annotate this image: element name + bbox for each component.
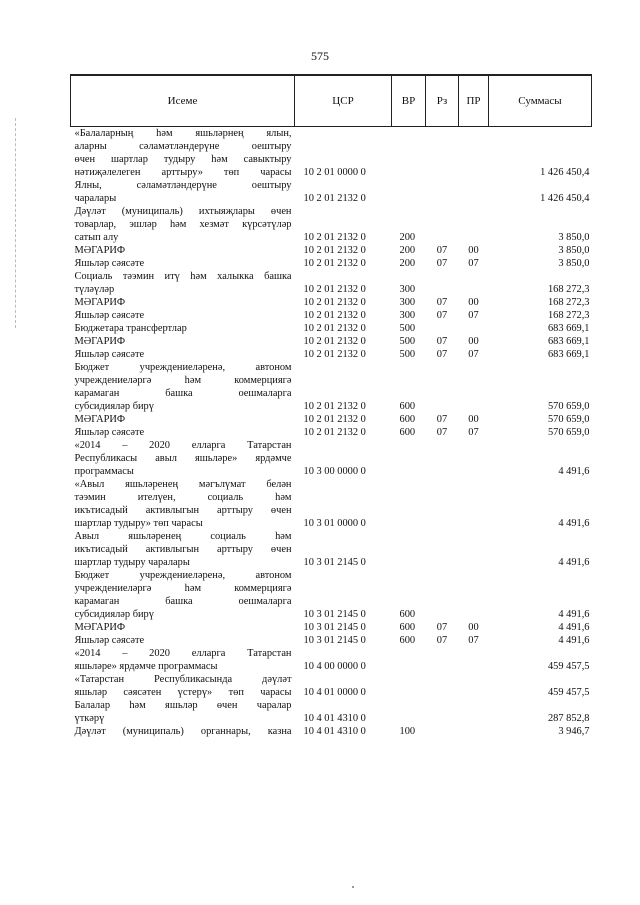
row-csr: 10 2 01 2132 0 xyxy=(303,284,366,295)
row-pr xyxy=(459,530,489,569)
row-name-line: МӘГАРИФ xyxy=(74,297,126,308)
row-rz: 07 xyxy=(436,258,448,269)
row-rz xyxy=(426,673,459,699)
row-vr: 500 xyxy=(399,323,416,334)
row-pr xyxy=(459,205,489,244)
row-name-line: товарлар, эшләр һәм хезмәт күрсәтүләр xyxy=(74,219,292,230)
row-pr: 00 xyxy=(468,336,479,347)
row-name-cell xyxy=(71,179,295,205)
row-rz xyxy=(426,725,459,738)
row-name-line: Бюджетара трансфертлар xyxy=(74,323,187,334)
row-name-cell xyxy=(71,244,295,257)
row-pr: 07 xyxy=(468,635,479,646)
table-row xyxy=(71,296,592,309)
row-name-line: икътисадый активлыгын арттыру өчен xyxy=(74,505,292,516)
row-rz: 07 xyxy=(436,336,448,347)
table-row xyxy=(71,348,592,361)
row-name-line: тәэмин ителүен, социаль һәм xyxy=(74,492,292,503)
row-rz xyxy=(426,647,459,673)
row-pr xyxy=(459,179,489,205)
row-sum: 4 491,6 xyxy=(558,466,590,477)
row-name-line: Яшьләр сәясәте xyxy=(74,635,145,646)
row-name-line: шартлар тудыру чаралары xyxy=(74,557,190,568)
row-rz xyxy=(426,127,459,180)
row-pr: 00 xyxy=(468,622,479,633)
row-vr: 300 xyxy=(399,310,416,321)
row-name-cell xyxy=(71,335,295,348)
row-name-cell xyxy=(71,413,295,426)
row-pr xyxy=(459,699,489,725)
row-rz xyxy=(426,205,459,244)
row-sum: 287 852,8 xyxy=(547,713,590,724)
row-csr: 10 4 01 4310 0 xyxy=(303,713,366,724)
row-sum: 3 850,0 xyxy=(558,232,590,243)
row-pr xyxy=(459,725,489,738)
row-sum: 683 669,1 xyxy=(547,323,590,334)
row-name-line: нәтиҗәлелеген арттыру» төп чарасы xyxy=(74,167,292,178)
row-rz: 07 xyxy=(436,297,448,308)
table-row xyxy=(71,127,592,180)
row-csr: 10 2 01 2132 0 xyxy=(303,401,366,412)
row-name-line: субсидияләр бирү xyxy=(74,401,154,412)
row-name-line: учреждениеләргә һәм коммерциягә xyxy=(74,375,292,386)
row-sum: 168 272,3 xyxy=(547,297,590,308)
row-rz xyxy=(426,569,459,621)
row-sum: 4 491,6 xyxy=(558,557,590,568)
header-rz: Рз xyxy=(426,75,459,127)
row-vr: 200 xyxy=(399,258,416,269)
row-rz xyxy=(426,270,459,296)
row-pr: 07 xyxy=(468,349,479,360)
table-body xyxy=(71,127,592,739)
row-name-line: МӘГАРИФ xyxy=(74,245,126,256)
row-vr: 200 xyxy=(399,245,416,256)
row-name-cell xyxy=(71,569,295,621)
row-name-cell xyxy=(71,426,295,439)
row-rz xyxy=(426,439,459,478)
row-vr: 500 xyxy=(399,349,416,360)
row-rz xyxy=(426,478,459,530)
row-pr: 07 xyxy=(468,427,479,438)
table-row xyxy=(71,569,592,621)
row-pr xyxy=(459,270,489,296)
table-row xyxy=(71,647,592,673)
row-name-line: МӘГАРИФ xyxy=(74,414,126,425)
row-csr: 10 2 01 2132 0 xyxy=(303,336,366,347)
row-vr xyxy=(392,127,426,180)
row-name-line: карамаган башка оешмаларга xyxy=(74,596,292,607)
table-row xyxy=(71,673,592,699)
row-sum: 459 457,5 xyxy=(547,661,590,672)
row-pr xyxy=(459,127,489,180)
row-name-line: «Балаларның һәм яшьләрнең ялын, xyxy=(74,128,292,139)
row-vr: 600 xyxy=(399,622,416,633)
row-name-line: Яшьләр сәясәте xyxy=(74,310,145,321)
row-name-line: «Татарстан Республикасында дәүләт xyxy=(74,674,292,685)
table-row xyxy=(71,270,592,296)
row-name-line: сатып алу xyxy=(74,232,119,243)
row-csr: 10 3 01 2145 0 xyxy=(303,635,366,646)
row-name-line: Яшьләр сәясәте xyxy=(74,258,145,269)
row-name-line: икътисадый активлыгын арттыру өчен xyxy=(74,544,292,555)
table-row xyxy=(71,244,592,257)
row-name-line: Дәүләт (муниципаль) ихтыяҗлары өчен xyxy=(74,206,292,217)
row-vr: 600 xyxy=(399,609,416,620)
row-name-line: учреждениеләргә һәм коммерциягә xyxy=(74,583,292,594)
row-pr: 00 xyxy=(468,414,479,425)
row-csr: 10 3 00 0000 0 xyxy=(303,466,366,477)
row-csr: 10 2 01 2132 0 xyxy=(303,414,366,425)
row-pr xyxy=(459,439,489,478)
row-name-cell xyxy=(71,478,295,530)
row-pr xyxy=(459,647,489,673)
row-name-line: «2014 – 2020 елларга Татарстан xyxy=(74,648,292,659)
row-name-line: карамаган башка оешмаларга xyxy=(74,388,292,399)
row-name-line: «Авыл яшьләренең мәгълүмат белән xyxy=(74,479,292,490)
row-name-cell xyxy=(71,725,295,738)
header-vr: ВР xyxy=(392,75,426,127)
header-name: Исеме xyxy=(71,75,295,127)
table-row xyxy=(71,179,592,205)
row-name-cell xyxy=(71,322,295,335)
row-vr xyxy=(392,699,426,725)
row-pr xyxy=(459,322,489,335)
row-sum: 570 659,0 xyxy=(547,427,590,438)
row-name-line: МӘГАРИФ xyxy=(74,336,126,347)
row-vr xyxy=(392,478,426,530)
row-pr: 00 xyxy=(468,297,479,308)
row-vr xyxy=(392,530,426,569)
row-sum: 570 659,0 xyxy=(547,414,590,425)
row-csr: 10 4 01 0000 0 xyxy=(303,687,366,698)
row-vr: 600 xyxy=(399,635,416,646)
row-csr: 10 4 01 4310 0 xyxy=(303,726,366,737)
row-name-cell xyxy=(71,673,295,699)
row-name-line: МӘГАРИФ xyxy=(74,622,126,633)
row-vr xyxy=(392,439,426,478)
row-sum: 570 659,0 xyxy=(547,401,590,412)
row-csr: 10 2 01 2132 0 xyxy=(303,310,366,321)
row-pr xyxy=(459,569,489,621)
row-csr: 10 2 01 2132 0 xyxy=(303,258,366,269)
table-row xyxy=(71,530,592,569)
budget-table xyxy=(70,74,592,738)
row-vr: 200 xyxy=(399,232,416,243)
row-name-cell xyxy=(71,348,295,361)
row-csr: 10 3 01 2145 0 xyxy=(303,622,366,633)
row-name-line: Бюджет учреждениеләренә, автоном xyxy=(74,570,292,581)
row-name-line: чаралары xyxy=(74,193,117,204)
row-vr xyxy=(392,673,426,699)
table-row xyxy=(71,699,592,725)
row-csr: 10 2 01 2132 0 xyxy=(303,245,366,256)
row-sum: 168 272,3 xyxy=(547,310,590,321)
row-rz xyxy=(426,179,459,205)
row-rz xyxy=(426,322,459,335)
row-name-cell xyxy=(71,205,295,244)
row-vr: 300 xyxy=(399,297,416,308)
row-name-line: шартлар тудыру» төп чарасы xyxy=(74,518,203,529)
table-row xyxy=(71,257,592,270)
row-rz: 07 xyxy=(436,414,448,425)
row-pr: 07 xyxy=(468,258,479,269)
row-sum: 4 491,6 xyxy=(558,518,590,529)
row-name-line: Бюджет учреждениеләренә, автоном xyxy=(74,362,292,373)
header-csr: ЦСР xyxy=(295,75,392,127)
row-name-line: Социаль тәэмин итү һәм халыкка башка xyxy=(74,271,292,282)
row-csr: 10 3 01 0000 0 xyxy=(303,518,366,529)
row-sum: 3 946,7 xyxy=(558,726,590,737)
row-rz xyxy=(426,361,459,413)
row-pr xyxy=(459,673,489,699)
table-row xyxy=(71,335,592,348)
row-sum: 4 491,6 xyxy=(558,635,590,646)
table-row xyxy=(71,621,592,634)
row-name-line: Яшьләр сәясәте xyxy=(74,349,145,360)
row-vr xyxy=(392,179,426,205)
row-name-line: Республикасы авыл яшьләре» ярдәмче xyxy=(74,453,292,464)
row-csr: 10 4 00 0000 0 xyxy=(303,661,366,672)
row-sum: 4 491,6 xyxy=(558,609,590,620)
row-name-cell xyxy=(71,127,295,180)
row-name-line: Авыл яшьләренең социаль һәм xyxy=(74,531,292,542)
row-vr xyxy=(392,647,426,673)
row-rz: 07 xyxy=(436,349,448,360)
row-name-line: үткәрү xyxy=(74,713,105,724)
row-sum: 168 272,3 xyxy=(547,284,590,295)
row-sum: 3 850,0 xyxy=(558,258,590,269)
row-name-line: яшьләр сәясәтен үстерү» төп чарасы xyxy=(74,687,292,698)
row-rz xyxy=(426,699,459,725)
row-csr: 10 3 01 2145 0 xyxy=(303,609,366,620)
row-name-cell xyxy=(71,621,295,634)
row-name-cell xyxy=(71,257,295,270)
row-name-cell xyxy=(71,270,295,296)
binding-margin-marks xyxy=(15,118,17,328)
row-name-line: Ялны, сәламәтләндерүне оештыру xyxy=(74,180,292,191)
row-name-cell xyxy=(71,634,295,647)
table-row xyxy=(71,478,592,530)
row-rz: 07 xyxy=(436,427,448,438)
page-speck xyxy=(352,886,354,888)
row-vr: 600 xyxy=(399,414,416,425)
row-name-line: түләүләр xyxy=(74,284,115,295)
row-name-line: аларны сәламәтләндерүне оештыру xyxy=(74,141,292,152)
row-vr: 300 xyxy=(399,284,416,295)
table-row xyxy=(71,413,592,426)
row-vr: 600 xyxy=(399,401,416,412)
row-rz: 07 xyxy=(436,635,448,646)
row-sum: 683 669,1 xyxy=(547,336,590,347)
table-row xyxy=(71,309,592,322)
row-name-cell xyxy=(71,309,295,322)
table-row xyxy=(71,361,592,413)
row-rz: 07 xyxy=(436,310,448,321)
row-sum: 3 850,0 xyxy=(558,245,590,256)
row-name-cell xyxy=(71,361,295,413)
row-name-line: «2014 – 2020 елларга Татарстан xyxy=(74,440,292,451)
row-name-line: субсидияләр бирү xyxy=(74,609,154,620)
row-rz: 07 xyxy=(436,622,448,633)
row-pr: 07 xyxy=(468,310,479,321)
row-csr: 10 2 01 2132 0 xyxy=(303,323,366,334)
row-csr: 10 2 01 2132 0 xyxy=(303,297,366,308)
row-name-line: программасы xyxy=(74,466,134,477)
row-csr: 10 3 01 2145 0 xyxy=(303,557,366,568)
table-row xyxy=(71,439,592,478)
row-csr: 10 2 01 0000 0 xyxy=(303,167,366,178)
page-number: 575 xyxy=(311,49,329,63)
header-pr: ПР xyxy=(459,75,489,127)
row-vr: 600 xyxy=(399,427,416,438)
row-csr: 10 2 01 2132 0 xyxy=(303,193,366,204)
row-name-line: яшьләре» ярдәмче программасы xyxy=(74,661,218,672)
row-vr: 500 xyxy=(399,336,416,347)
row-rz: 07 xyxy=(436,245,448,256)
row-csr: 10 2 01 2132 0 xyxy=(303,232,366,243)
row-sum: 4 491,6 xyxy=(558,622,590,633)
row-name-line: өчен шартлар тудыру һәм савыктыру xyxy=(74,154,292,165)
row-name-line: Яшьләр сәясәте xyxy=(74,427,145,438)
table-row xyxy=(71,426,592,439)
row-name-line: Балалар һәм яшьләр өчен чаралар xyxy=(74,700,292,711)
row-csr: 10 2 01 2132 0 xyxy=(303,427,366,438)
row-sum: 459 457,5 xyxy=(547,687,590,698)
row-pr xyxy=(459,478,489,530)
row-name-cell xyxy=(71,647,295,673)
table-row xyxy=(71,725,592,738)
row-vr: 100 xyxy=(399,726,416,737)
row-sum: 683 669,1 xyxy=(547,349,590,360)
table-row xyxy=(71,322,592,335)
row-rz xyxy=(426,530,459,569)
row-name-cell xyxy=(71,530,295,569)
row-sum: 1 426 450,4 xyxy=(540,193,590,204)
row-pr: 00 xyxy=(468,245,479,256)
row-sum: 1 426 450,4 xyxy=(540,167,590,178)
header-sum: Суммасы xyxy=(489,75,592,127)
table-row xyxy=(71,634,592,647)
row-csr: 10 2 01 2132 0 xyxy=(303,349,366,360)
row-name-cell xyxy=(71,296,295,309)
row-name-cell xyxy=(71,699,295,725)
table-header xyxy=(71,75,592,127)
row-name-line: Дәүләт (муниципаль) органнары, казна xyxy=(74,726,292,737)
row-name-cell xyxy=(71,439,295,478)
table-row xyxy=(71,205,592,244)
row-pr xyxy=(459,361,489,413)
